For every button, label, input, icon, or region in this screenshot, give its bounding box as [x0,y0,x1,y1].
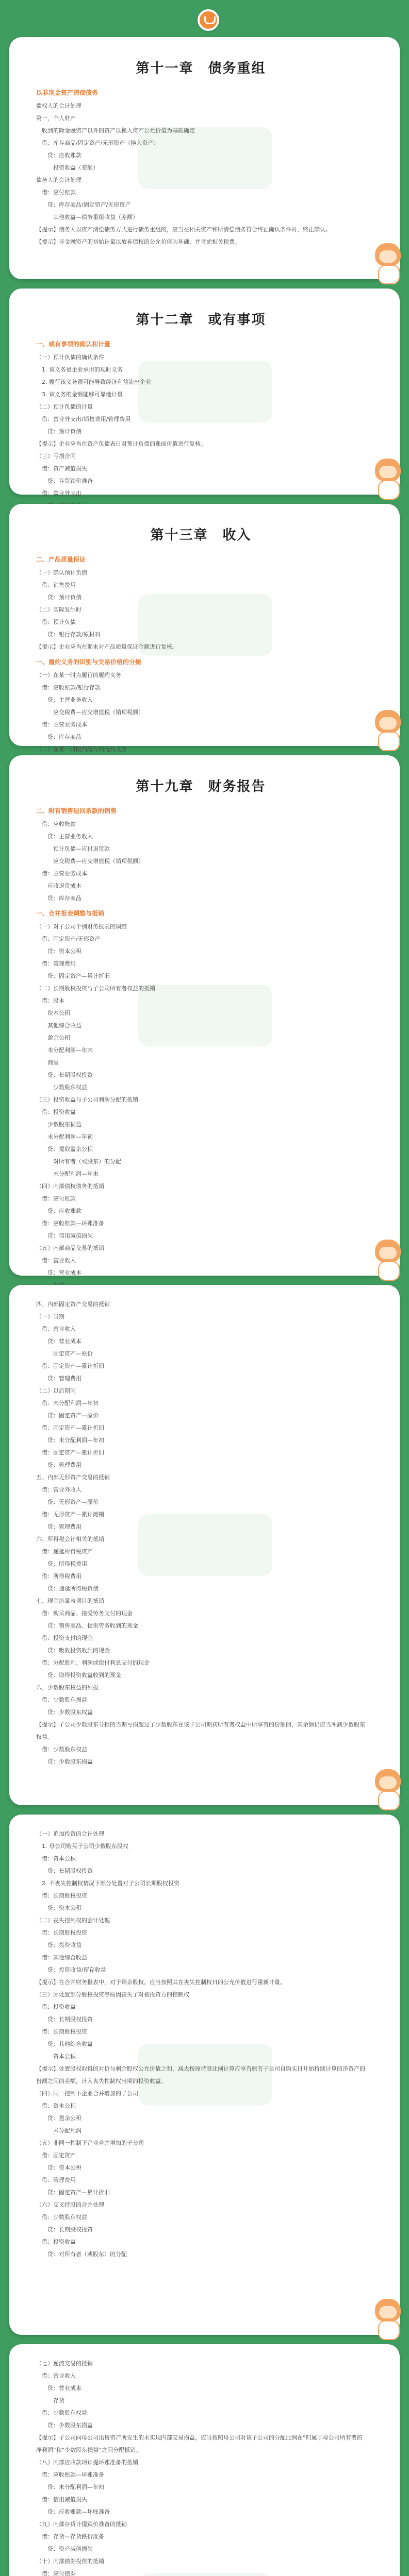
chapter-title: 第十九章 财务报告 [136,779,266,794]
text-line: 贷：盈余公积 [36,2115,81,2122]
watermark-logo [138,1514,272,1576]
text-line: 八、少数股东权益的列报 [36,1684,99,1691]
text-line: 【提示】债务人以资产清偿债务方式进行债务重组的，应当在相关资产和所清偿债务符合终止确认条件时，终止确认。 [36,226,331,233]
chapter-title: 第十一章 债务重组 [136,61,266,76]
text-line: 对所有者（或股东）的分配 [36,1158,121,1165]
text-line: 贷：管理费用 [36,1523,81,1530]
text-line: 贷：营业成本 [36,1338,81,1345]
text-line: （二）实际发生时 [36,606,81,613]
text-line: 应交税费—应交增值税（销项税额） [36,858,144,865]
text-line: 借：信用减值损失 [36,2496,87,2503]
watermark-logo [138,361,272,422]
text-line: 借：应付债券 [36,2570,76,2576]
section-heading: 二、产品质量保证 [36,556,86,563]
text-line: 借：股本 [36,997,64,1004]
text-line: 【提示】在合并财务报表中，对于剩余股权，应当按照其在丧失控制权日的公允价值进行重新计量。 [36,1979,286,1986]
text-line: 借：应付账款 [36,1195,76,1202]
page-content [9,1815,400,2261]
text-line: 贷：长期股权投资 [36,2016,93,2023]
text-line: 投资收益（差额） [36,164,99,171]
text-line: （一）确认预计负债 [36,569,87,576]
text-line: 贷：管理费用 [36,1462,81,1468]
page-content [9,755,400,1341]
text-line: 贷：销售商品、提供劳务收到的现金 [36,1622,138,1629]
text-line: （七）逆流交易的抵销 [36,2360,93,2367]
text-line: 借：固定资产/无形资产 [36,936,101,942]
text-line: 贷：资本公积 [36,2164,81,2171]
section-heading: 一、合并报表调整与抵销 [36,910,105,917]
text-line: 贷：库存商品 [36,734,81,740]
text-line: 其他收益—债务重组收益（差额） [36,214,138,221]
text-line: 借：所得税费用 [36,1573,81,1580]
document-page [9,1285,400,1805]
text-line: 贷：管理费用 [36,1375,81,1382]
text-line: 贷：吸收投资收到的现金 [36,1647,110,1654]
text-line: 借：存货—存货跌价准备 [36,2533,104,2540]
mascot-icon [372,710,404,751]
text-line: 借：长期股权投资 [36,1929,87,1936]
text-line: 贷：未分配利润—年初 [36,2484,104,2490]
section-heading: 一、履约义务的识别与交易价格的分摊 [36,658,142,666]
text-line: （一）追加投资的会计处理 [36,1831,104,1837]
text-line: 借：资本公积 [36,1855,76,1862]
text-line: 借：应收账款 [36,821,76,827]
text-line: 应收退货成本 [36,883,81,889]
text-line: 债权人的会计处理 [36,103,81,109]
document-page [9,2344,400,2576]
document-page [9,1815,400,2335]
text-line: 借：长期股权投资 [36,2028,87,2035]
text-line: 贷：少数股东损益 [36,2422,93,2429]
text-line: 借：管理费用 [36,2177,76,2183]
text-line: 贷：固定资产—累计折旧 [36,973,110,979]
text-line: （一）预计负债的确认条件 [36,354,104,361]
text-line: 贷：少数股东损益 [36,1758,93,1765]
text-line: （二）丧失控制权的会计处理 [36,1917,110,1924]
text-line: 借：购买商品、接受劳务支付的现金 [36,1610,133,1617]
text-line: 借：主营业务成本 [36,721,87,728]
text-line: 借：递延所得税资产 [36,1548,93,1555]
text-line: 贷：长期股权投资 [36,1072,93,1078]
text-line: 借：主营业务成本 [36,870,87,877]
text-line: （四）同一控制下企业合并增加的子公司 [36,2090,138,2097]
text-line: 【提示】子公司少数股东分担的当期亏损超过了少数股东在该子公司期初所有者权益中所享有的份额的，其余额仍应当冲减少数股东权益。 [36,1721,365,1740]
document-page [9,37,400,279]
text-line: 借：管理费用 [36,960,76,967]
text-line: 1. 母公司购买子公司少数股东股权 [36,1843,128,1850]
text-line: 债务人的会计处理 [36,177,81,183]
text-line: 贷：对所有者（或股东）的分配 [36,2251,127,2258]
text-line: 借：长期股权投资 [36,1892,87,1899]
text-line: 借：分配股利、利润或偿付利息支付的现金 [36,1659,150,1666]
text-line: 1. 该义务是企业承担的现时义务 [36,366,123,373]
text-line: 【提示】企业应当在期末对产品质量保证金额进行复核。 [36,643,178,650]
text-line: 贷：主营业务收入 [36,697,93,703]
text-line: 贷：固定资产—原价 [36,1412,99,1419]
watermark-logo [138,594,272,656]
text-line: （六）交叉持股的合并处理 [36,2201,104,2208]
watermark-logo [138,985,272,1046]
chapter-title: 第十二章 或有事项 [136,312,266,328]
text-line: 借：营业外收入 [36,1486,81,1493]
text-line: 盈余公积 [36,1035,70,1041]
text-line: （二）在某一时段内履行的履约义务 [36,746,127,753]
text-line: （三）投资收益与子公司利润分配的抵销 [36,1096,138,1103]
text-line: 借：少数股东权益 [36,1746,87,1753]
mascot-icon [372,243,404,284]
watermark-logo [138,127,272,189]
text-line: 借：投资支付的现金 [36,1635,93,1641]
text-line: 【提示】非金融资产的初始计量以放弃债权的公允价值为基础，并考虑相关税费。 [36,239,240,245]
text-line: 少数股东权益 [36,1084,87,1091]
text-line: 【提示】处置股权取得的对价与剩余股权公允价值之和，减去按原持股比例计算应享有原有子公司自购买日开始持续计算的净资产的份额之间的差额，计入丧失控制权当期的投资收益。 [36,2065,365,2084]
text-line: 其他综合收益 [36,1022,81,1029]
mascot-icon [372,2299,404,2340]
logo-icon [198,9,219,31]
text-line: 【提示】子公司向母公司出售资产所发生的未实现内部交易损益，应当按照母公司对该子公司的分配比例在“归属于母公司所有者的净利润”和“少数股东损益”之间分配抵销。 [36,2434,363,2453]
text-line: 借：未分配利润—年初 [36,1400,99,1406]
text-line: 2. 不丧失控制权情况下部分处置对子公司长期股权投资 [36,1880,179,1887]
text-line: （一）在某一时点履行的履约义务 [36,672,121,679]
text-line: 贷：预计负债 [36,428,81,435]
text-line: 借：营业收入 [36,2372,76,2379]
text-line: 借：资产减值损失 [36,465,87,472]
text-line: （二）以后期间 [36,1387,76,1394]
text-line: 未分配利润 [36,2127,81,2134]
text-line: 借：销售费用 [36,582,76,588]
text-line: 七、现金流量表项目的抵销 [36,1598,104,1604]
text-line: 借：应收账款—坏账准备 [36,2471,104,2478]
text-line: 借：营业外支出 [36,490,81,497]
text-line: 贷：库存商品/固定资产/无形资产 [36,201,131,208]
watermark-logo [138,2573,272,2576]
text-line: 贷：其他综合收益 [36,2041,93,2047]
text-line: 借：应收账款/银行存款 [36,684,101,691]
text-line: 贷：应收账款 [36,152,81,159]
text-line: 贷：提取盈余公积 [36,1146,93,1153]
text-line: 借：其他综合收益 [36,1954,87,1961]
text-line: 贷：信用减值损失 [36,1232,93,1239]
text-line: 固定资产—原价 [36,1350,93,1357]
text-line: 借：投资收益 [36,1109,76,1115]
text-line: 借：投资收益 [36,2004,76,2010]
text-line: 应交税费—应交增值税（销项税额） [36,709,144,716]
text-line: 2. 履行该义务很可能导致经济利益流出企业 [36,379,151,385]
text-line: （十）内部债券投资的抵销 [36,2558,104,2565]
text-line: 借：库存商品/固定资产/无形资产（换入资产） [36,140,159,146]
text-line: 贷：长期股权投资 [36,1868,93,1874]
text-line: 资本公积 [36,1010,70,1016]
page-content [9,2344,400,2576]
text-line: 收到的除金融资产以外的资产以换入资产公允价值为基础确定 [36,127,195,134]
text-line: 借：营业收入 [36,1257,76,1264]
text-line: 【提示】企业应当在资产负债表日对预计负债的账面价值进行复核。 [36,440,206,447]
text-line: 贷：营业成本 [36,2385,81,2392]
text-line: （一）当期 [36,1313,64,1320]
watermark-logo [138,2044,272,2106]
text-line: 借：营业外支出/销售费用/管理费用 [36,416,131,422]
text-line: 借：少数股东权益 [36,2410,87,2416]
text-line: 贷：资产减值损失 [36,2546,93,2552]
text-line: 借：无形资产—累计摊销 [36,1511,104,1518]
text-line: 资本公积 [36,2053,76,2060]
text-line: 贷：投资收益 [36,1942,81,1948]
text-line: （三）因处置部分股权投资等原因丧失了对被投资方的控制权 [36,1991,189,1998]
text-line: 贷：预计负债 [36,594,81,601]
text-line: 贷：取得投资收益收到的现金 [36,1672,121,1679]
text-line: 商誉 [36,1059,59,1066]
text-line: 贷：无形资产—原价 [36,1499,99,1505]
text-line: 3. 该义务的金额能够可靠地计量 [36,391,123,398]
text-line: 借：少数股东损益 [36,1697,87,1703]
text-line: （八）内部应收款项计提坏账准备的抵销 [36,2459,138,2466]
text-line: 少数股东损益 [36,1121,81,1128]
text-line: （二）预计负债的计量 [36,403,93,410]
text-line: 借：营业收入 [36,1326,76,1332]
text-line: 贷：应收账款 [36,1208,81,1214]
section-heading: 二、附有销售退回条款的销售 [36,807,117,815]
text-line: 贷：少数股东权益 [36,1709,93,1716]
text-line: 借：预计负债 [36,619,76,625]
section-heading: 一、或有事项的确认和计量 [36,341,111,348]
document-page [9,504,400,753]
text-line: 贷：库存商品 [36,895,81,902]
text-line: 借：固定资产 [36,2152,76,2159]
text-line: 贷：所得税费用 [36,1561,87,1567]
mascot-icon [372,1769,404,1810]
text-line: 六、所得税会计相关的抵销 [36,1536,104,1543]
text-line: 未分配利润—年末 [36,1047,93,1054]
text-line: 贷：应收账款—坏账准备 [36,2509,110,2515]
text-line: （九）内部存货计提跌价准备的抵销 [36,2521,127,2528]
mascot-icon [372,1240,404,1281]
text-line: 借：固定资产—累计折旧 [36,1363,104,1369]
chapter-title: 第十三章 收入 [150,528,252,543]
text-line: 贷：资本公积 [36,1905,81,1911]
text-line: 五、内部无形资产交易的抵销 [36,1474,110,1481]
text-line: （四）内部债权债务的抵销 [36,1183,104,1190]
text-line: 四、内部固定资产交易的抵销 [36,1301,110,1308]
text-line: 借：应付账款 [36,189,76,196]
document-page [9,755,400,1276]
text-line: 贷：营业成本 [36,1269,81,1276]
text-line: 贷：递延所得税负债 [36,1585,99,1592]
text-line: 未分配利润—年末 [36,1171,99,1177]
text-line: 借：资本公积 [36,2103,76,2109]
text-line: 贷：存货跌价准备 [36,478,93,484]
text-line: 贷：固定资产—累计折旧 [36,2189,110,2196]
text-line: 借：应收账款—坏账准备 [36,1220,104,1227]
text-line: 借：投资收益 [36,2239,76,2245]
text-line: 借：固定资产—累计折旧 [36,1449,104,1456]
text-line: 借：少数股东权益 [36,2214,87,2221]
text-line: （二）长期股权投资与子公司所有者权益的抵销 [36,985,155,992]
text-line: （五）非同一控制下企业合并增加的子公司 [36,2140,144,2146]
document-page [9,289,400,495]
text-line: 贷：资本公积 [36,948,81,955]
section-heading: 以非现金资产清偿债务 [36,89,99,96]
text-line: 存货 [36,2397,64,2404]
text-line: 贷：银行存款/原材料 [36,631,101,638]
text-line: 贷：主营业务收入 [36,833,93,840]
text-line: 预计负债—应付退货款 [36,845,110,852]
text-line: 贷：投资收益/留存收益 [36,1967,106,1973]
text-line: 贷：长期股权投资 [36,2226,93,2233]
text-line: 贷：未分配利润—年初 [36,1437,104,1444]
text-line: （三）亏损合同 [36,453,76,460]
mascot-icon [372,459,404,500]
text-line: 第一，个人财产 [36,115,76,122]
text-line: （五）内部商品交易的抵销 [36,1245,104,1251]
text-line: （一）对子公司个别财务报表的调整 [36,923,127,930]
text-line: 借：固定资产—累计折旧 [36,1425,104,1431]
text-line: 未分配利润—年初 [36,1133,93,1140]
